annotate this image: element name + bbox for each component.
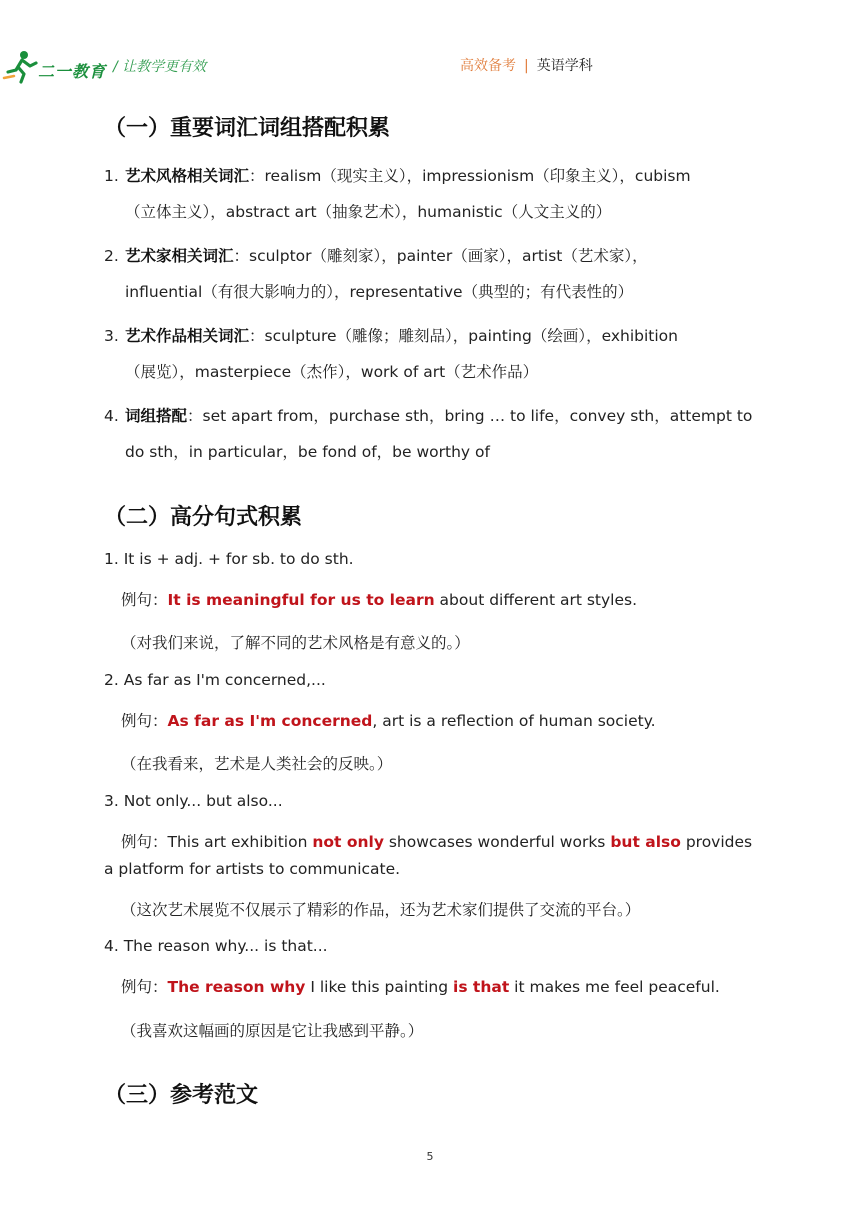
logo-text: 二一教育 [38, 62, 107, 81]
vocab-item-head: 艺术风格相关词汇 [125, 167, 250, 185]
example-sentence [121, 830, 752, 852]
vocab-item-number: 3. [104, 327, 119, 345]
highlight-phrase: The reason why [167, 978, 306, 996]
example-sentence-cont: a platform for artists to communicate. [104, 860, 401, 878]
highlight-phrase: As far as I'm concerned [167, 712, 373, 730]
vocab-item [104, 238, 764, 310]
sentence-pattern: 1. It is + adj. + for sb. to do sth. [104, 550, 354, 568]
example-label: 例句： [121, 978, 168, 996]
vocab-item-number: 1. [104, 167, 119, 185]
header-subject: 英语学科 [536, 58, 593, 74]
vocab-item [104, 398, 764, 470]
vocab-item-line1: ：sculptor（雕刻家），painter（画家），artist（艺术家）， [233, 247, 648, 265]
example-rest: , art is a reflection of human society. [372, 712, 656, 730]
page-header [0, 44, 860, 84]
example-label: 例句： [121, 712, 168, 730]
vocab-item-line2: influential（有很大影响力的），representative（典型的；有代表性的） [125, 283, 634, 301]
header-exam: 高效备考 [460, 58, 516, 74]
vocab-item [104, 318, 764, 390]
sentence-pattern: 4. The reason why... is that... [104, 937, 328, 955]
example-sentence [121, 709, 656, 731]
header-right [460, 55, 593, 75]
example-translation: （这次艺术展览不仅展示了精彩的作品，还为艺术家们提供了交流的平台。） [121, 901, 641, 919]
header-slogan: / 让教学更有效 [113, 59, 207, 75]
vocab-item-line2: （展览），masterpiece（杰作），work of art（艺术作品） [125, 363, 539, 381]
highlight-phrase: not only [312, 833, 384, 851]
example-post: provides [680, 833, 753, 851]
vocab-item-head: 艺术家相关词汇 [125, 247, 234, 265]
section-title-vocabulary: （一）重要词汇词组搭配积累 [104, 116, 391, 141]
highlight-phrase: It is meaningful for us to learn [167, 591, 435, 609]
sentence-pattern: 2. As far as I'm concerned,... [104, 671, 326, 689]
vocab-item-line1: ：realism（现实主义），impressionism（印象主义），cubism [249, 167, 691, 185]
vocab-item [104, 158, 764, 230]
example-translation: （对我们来说，了解不同的艺术风格是有意义的。） [121, 634, 470, 652]
sentence-pattern: 3. Not only... but also... [104, 792, 283, 810]
example-translation: （我喜欢这幅画的原因是它让我感到平静。） [121, 1022, 424, 1040]
vocab-item-head: 艺术作品相关词汇 [125, 327, 250, 345]
vocab-item-line2: do sth，in particular，be fond of，be worthy of [125, 443, 490, 461]
vocab-item-head: 词组搭配 [125, 407, 188, 425]
example-sentence [121, 588, 637, 610]
runner-logo-icon [2, 48, 42, 84]
brand-logo [2, 48, 112, 84]
vocab-item-line1: ：set apart from，purchase sth，bring … to life，convey sth，attempt to [187, 407, 753, 425]
example-sentence [121, 975, 720, 997]
page-number: 5 [426, 1150, 434, 1163]
section-title-model-essay: （三）参考范文 [104, 1083, 259, 1108]
vocab-item-line1: ：sculpture（雕像；雕刻品），painting（绘画），exhibition [249, 327, 678, 345]
example-pre: This art exhibition [167, 833, 313, 851]
example-label: 例句： [121, 833, 168, 851]
section-title-sentences: （二）高分句式积累 [104, 505, 303, 530]
example-rest: about different art styles. [434, 591, 638, 609]
header-separator: | [524, 58, 529, 74]
vocab-item-number: 2. [104, 247, 119, 265]
example-mid: I like this painting [305, 978, 453, 996]
example-label: 例句： [121, 591, 168, 609]
highlight-phrase: is that [453, 978, 510, 996]
vocab-item-number: 4. [104, 407, 119, 425]
vocab-item-line2: （立体主义），abstract art（抽象艺术），humanistic（人文主义的） [125, 203, 612, 221]
example-translation: （在我看来，艺术是人类社会的反映。） [121, 755, 393, 773]
example-post: it makes me feel peaceful. [509, 978, 720, 996]
example-mid: showcases wonderful works [383, 833, 611, 851]
highlight-phrase: but also [610, 833, 681, 851]
